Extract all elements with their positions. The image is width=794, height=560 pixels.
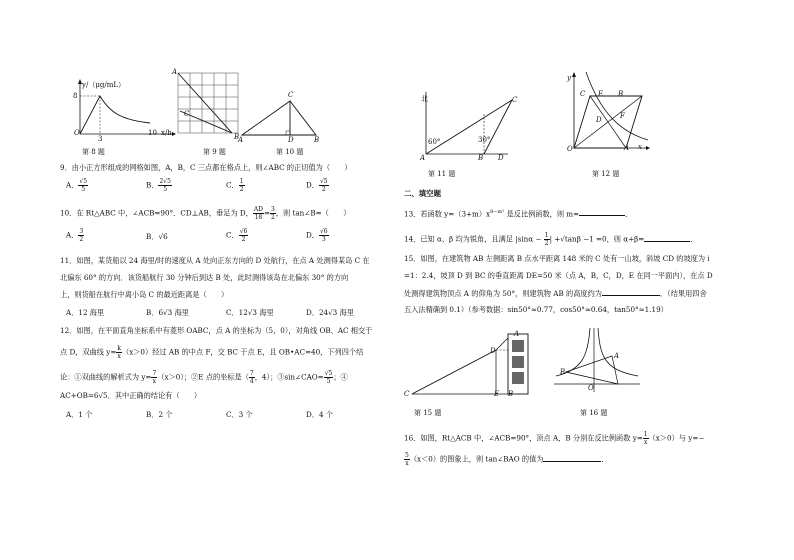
fig9-label-c: C	[184, 110, 190, 118]
q11-option-a: A．12 海里	[66, 308, 105, 317]
q15-answer-blank[interactable]	[602, 288, 660, 296]
fig11-angle-2: 30°	[478, 136, 491, 144]
q15-line1: 15．如图，在建筑物 AB 左侧距离 B 点水平距离 148 米的 C 处有一山坡，斜坡 CD 的坡度为 i	[404, 254, 710, 263]
fig12-label-f: F	[620, 112, 625, 120]
fig8-x-label: x/h	[161, 129, 172, 137]
fig15-label-a: A	[514, 330, 520, 338]
figure-10-triangle	[240, 97, 320, 139]
q11-line3: 上，则货船在航行中离小岛 C 的最近距离是（ ）	[60, 290, 229, 299]
fig9-caption: 第 9 题	[203, 148, 226, 156]
q12-line4: AC+OB=6√5．其中正确的结论有（ ）	[60, 391, 202, 400]
q11-option-d: D．24√3 海里	[306, 308, 354, 317]
fig11-label-b: B	[478, 154, 484, 162]
fig8-caption: 第 8 题	[82, 148, 105, 156]
q11-option-c: C．12√3 海里	[226, 308, 274, 317]
fig12-label-y: y	[567, 74, 571, 82]
q10-option-d: D． $\frac{√6}{3}$	[306, 228, 328, 243]
q11-line1: 11．如图，某货船以 24 海里/时的速度从 A 处向正东方向的 D 处航行，在点 A 处测得某岛 C 在	[60, 256, 370, 265]
q9-stem: 9．由小正方形组成的网格如图，A，B，C 三点都在格点上，则∠ABC 的正切值为（ ）	[60, 163, 352, 172]
fig9-label-a: A	[172, 68, 178, 76]
q12-line2: 点 D，双曲线 y= $\frac{k}{x}$ （x＞0）经过 AB 的中点 F，交 BC 于点 E，且 OB•AC=40，下列四个结	[60, 345, 364, 360]
fig12-label-e: E	[598, 90, 604, 98]
q10-option-a: A． $\frac{3}{2}$	[66, 228, 84, 243]
fig15-label-b: B	[508, 390, 514, 398]
q16-line2: $\frac{5}{x}$ （x＜0）的图象上，则 tan∠BAO 的值为 ．	[405, 452, 609, 467]
fig8-tick-y: 8	[73, 92, 78, 100]
q12-line3: 论：①双曲线的解析式为 y= $\frac{7}{x}$ （x＞0）；②E 点的坐标是（ $\frac{7}{4}$ ，4）；③sin∠CAO= $\frac{√5}{5}$ ；④	[60, 370, 348, 385]
fig12-label-b: B	[618, 90, 624, 98]
fig8-y-label: y/（μg/mL）	[82, 81, 125, 89]
q12-line1: 12．如图，在平面直角坐标系中有菱形 OABC，点 A 的坐标为（5，0），对角线 OB、AC 相交于	[60, 326, 373, 335]
fig15-label-e: E	[494, 390, 500, 398]
fig8-tick-x1: 3	[98, 135, 103, 143]
fig12-origin: O	[567, 145, 573, 153]
fig15-caption: 第 15 题	[414, 409, 442, 417]
fig10-label-a: A	[238, 136, 244, 144]
q9-option-b: B． $\frac{2√5}{5}$	[146, 178, 171, 193]
q14-answer-blank[interactable]	[644, 234, 690, 242]
q9-option-d: D． $\frac{√5}{2}$	[306, 178, 328, 193]
fig10-label-c: C	[288, 91, 294, 99]
q15-line2: =1：2.4，坡顶 D 到 BC 的垂直距离 DE=50 米（点 A，B，C，D，E 在同一平面内），在点 D	[404, 271, 713, 280]
fig11-label-a: A	[420, 154, 426, 162]
q14-text: 14．已知 α、β 均为锐角，且满足 |sinα − $\frac{1}{2}$ | +√tanβ −1 =0，则 α+β= ．	[404, 232, 698, 247]
q9-option-c: C． $\frac{1}{2}$	[226, 178, 244, 193]
q15-line3: 处测得建筑物顶点 A 的仰角为 50°，则建筑物 AB 的高度约为 ．（结果用四舍	[404, 289, 707, 298]
fig11-north: 北	[421, 95, 428, 103]
q13-answer-blank[interactable]	[579, 208, 625, 216]
fig11-label-c: C	[512, 96, 518, 104]
q13-text: 13．若函数 $y=(3+m)x^{8-m^2}$ 是反比例函数，则 m= ．	[404, 209, 633, 219]
q11-option-b: B．6√3 海里	[146, 308, 189, 317]
fig15-label-c: C	[404, 390, 410, 398]
q12-option-b: B．2 个	[146, 410, 173, 419]
q12-option-a: A．1 个	[66, 410, 93, 419]
fig10-label-b: B	[314, 136, 320, 144]
q10-stem: 10．在 Rt△ABC 中，∠ACB=90°．CD⊥AB，垂足为 D， $\frac{AD}{18}$ = $\frac{3}{2}$ ，则 tan∠B=（ ）	[60, 206, 351, 221]
fig10-caption: 第 10 题	[276, 148, 304, 156]
fig12-label-a: A	[624, 144, 630, 152]
fig11-caption: 第 11 题	[428, 170, 456, 178]
fig8-origin: O	[74, 129, 80, 137]
q9-option-a: A． $\frac{√5}{5}$	[66, 178, 88, 193]
fig12-caption: 第 12 题	[592, 170, 620, 178]
fig15-label-d: D	[490, 347, 496, 355]
q15-line4: 五入法精确到 0.1）（参考数据：sin50°≈0.77，cos50°≈0.64，tan50°≈1.19）	[404, 305, 668, 314]
fig16-origin: O	[588, 384, 594, 392]
fig16-label-b: B	[560, 368, 566, 376]
fig8-tick-x2: 10	[148, 129, 157, 137]
q11-line2: 北偏东 60° 的方向．该货船航行 30 分钟后到达 B 处，此时测得该岛在北偏东 30° 的方向	[60, 273, 349, 282]
section-title-fill-in: 二、填空题	[404, 189, 441, 198]
fig11-angle-1: 60°	[428, 138, 441, 146]
figure-16-graph	[552, 326, 642, 396]
figure-9-grid	[178, 73, 240, 135]
q10-option-c: C． $\frac{√6}{2}$	[226, 228, 248, 243]
fig11-label-d: D	[498, 154, 504, 162]
q12-option-c: C．3 个	[226, 410, 253, 419]
q10-option-b: B．√6	[146, 232, 168, 241]
fig16-label-a: A	[614, 352, 620, 360]
fig12-label-x: x	[638, 143, 642, 151]
q16-answer-blank[interactable]	[543, 454, 601, 462]
fig12-label-d: D	[596, 116, 602, 124]
figure-12-diagram	[560, 72, 650, 152]
fig12-label-c: C	[580, 90, 586, 98]
q12-option-d: D．4 个	[306, 410, 333, 419]
fig10-label-d: D	[288, 136, 294, 144]
fig9-label-b: B	[234, 133, 240, 141]
q16-line1: 16．如图，Rt△ACB 中，∠ACB=90°，顶点 A，B 分别在反比例函数 y= $\frac{1}{x}$ （x＞0）与 y=−	[404, 431, 705, 446]
fig16-caption: 第 16 题	[580, 409, 608, 417]
